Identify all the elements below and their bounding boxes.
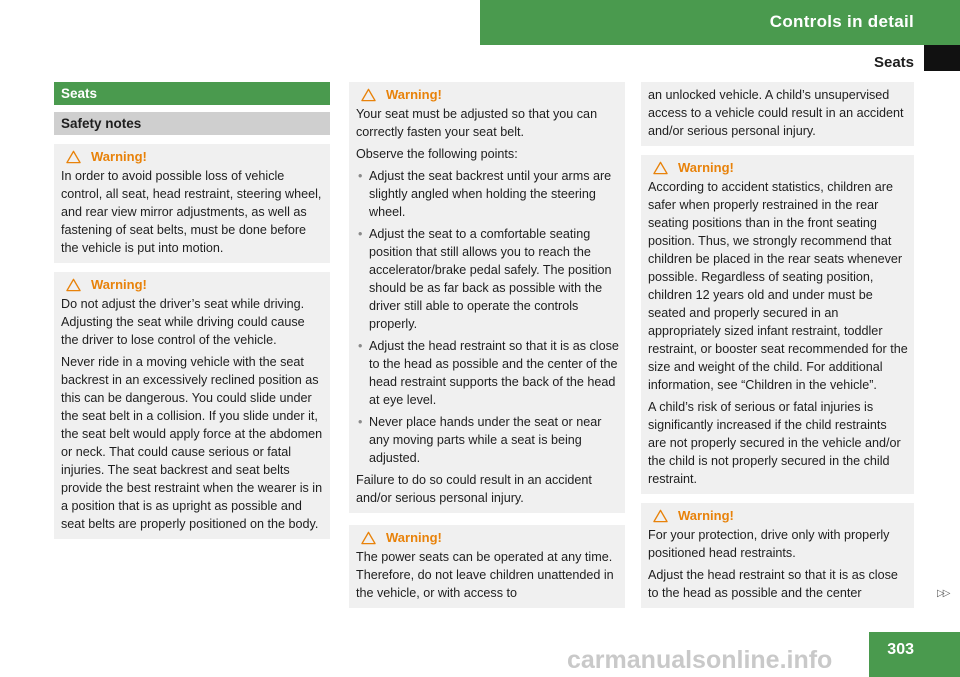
warning-box (641, 503, 914, 608)
bullet-item: • Adjust the head restraint so that it is as close to the head as possible and the center of the head restraint supports the back of the head at eye level. (356, 337, 619, 409)
warning-triangle-icon (653, 161, 668, 175)
chapter-title: Controls in detail (769, 12, 914, 31)
warning-triangle-icon (653, 509, 668, 523)
section-heading: Seats (54, 82, 330, 105)
warning-title (648, 506, 908, 526)
warning-triangle-icon (361, 531, 376, 545)
paragraph: Never ride in a moving vehicle with the seat backrest in an excessively reclined position as this can be dangerous. You could slide under the seat belt in a collision. If you slide under it, the seat belt would apply force at the abdomen or neck. That could cause serious or fatal injuries. The seat backrest and seat belts provide the best restraint when the wearer is in a position that is as upright as possible and seat belts are properly positioned on the body. (61, 355, 323, 531)
paragraph: Adjust the head restraint so that it is as close to the head as possible and the center (648, 568, 898, 600)
bullet-item: • Never place hands under the seat or near any moving parts while a seat is being adjusted. (356, 413, 619, 467)
page-number-box (869, 632, 960, 677)
paragraph: According to accident statistics, children are safer when properly restrained in the rear seating positions than in the front seating position. Thus, we strongly recommend that children be placed in the rear seats whenever possible. Regardless of seating position, children 12 years old and under must be seated and properly secured in an appropriately sized infant restraint, toddler restraint, or booster seat recommended for the size and weight of the child. For additional information, see “Children in the vehicle”. (648, 180, 908, 392)
watermark: carmanualsonline.info (567, 646, 833, 674)
bullet-item: • Adjust the seat to a comfortable seating position that still allows you to reach the accelerator/brake pedal safely. The position should be as far back as possible with the driver still able to operate the controls properly. (356, 225, 619, 333)
warning-title (61, 275, 324, 295)
warning-title (61, 147, 324, 167)
warning-label: Warning! (386, 87, 442, 102)
page-number: 303 (887, 641, 914, 658)
paragraph: Your seat must be adjusted so that you can correctly fasten your seat belt. (356, 107, 598, 139)
next-page-arrow-icon: ▷▷ (937, 588, 949, 599)
warning-title (356, 85, 619, 105)
warning-title (648, 158, 908, 178)
column-1 (54, 82, 330, 539)
warning-box (349, 525, 625, 608)
subheading: Safety notes (54, 112, 330, 135)
column-2 (349, 82, 625, 608)
warning-box (641, 155, 914, 494)
paragraph: Observe the following points: (356, 147, 518, 161)
bullet-item: • Adjust the seat backrest until your arms are slightly angled when holding the steering wheel. (356, 167, 619, 221)
header-marker-block (924, 45, 960, 71)
paragraph: Failure to do so could result in an accident and/or serious personal injury. (356, 473, 592, 505)
warning-label: Warning! (91, 277, 147, 292)
warning-box (54, 272, 330, 539)
paragraph: For your protection, drive only with properly positioned head restraints. (648, 528, 890, 560)
warning-label: Warning! (386, 530, 442, 545)
continued-text-box (641, 82, 914, 146)
warning-box (54, 144, 330, 263)
warning-box (349, 82, 625, 513)
paragraph: Do not adjust the driver’s seat while driving. Adjusting the seat while driving could cause the driver to lose control of the vehicle. (61, 297, 305, 347)
paragraph: an unlocked vehicle. A child’s unsupervised access to a vehicle could result in an accident and/or serious personal injury. (648, 88, 904, 138)
warning-label: Warning! (91, 149, 147, 164)
warning-triangle-icon (361, 88, 376, 102)
warning-title (356, 528, 619, 548)
column-3 (641, 82, 914, 608)
paragraph: A child’s risk of serious or fatal injuries is significantly increased if the child restraints are not properly secured in the vehicle and/or the child is not properly secured in the child restraint. (648, 400, 901, 486)
paragraph: The power seats can be operated at any time. Therefore, do not leave children unattended in the vehicle, or with access to (356, 550, 614, 600)
paragraph: In order to avoid possible loss of vehicle control, all seat, head restraint, steering wheel, and rear view mirror adjustments, as well as fastening of seat belts, must be done before the vehicle is put into motion. (61, 169, 322, 255)
warning-label: Warning! (678, 508, 734, 523)
warning-triangle-icon (66, 278, 81, 292)
warning-triangle-icon (66, 150, 81, 164)
section-title: Seats (873, 54, 914, 71)
warning-label: Warning! (678, 160, 734, 175)
